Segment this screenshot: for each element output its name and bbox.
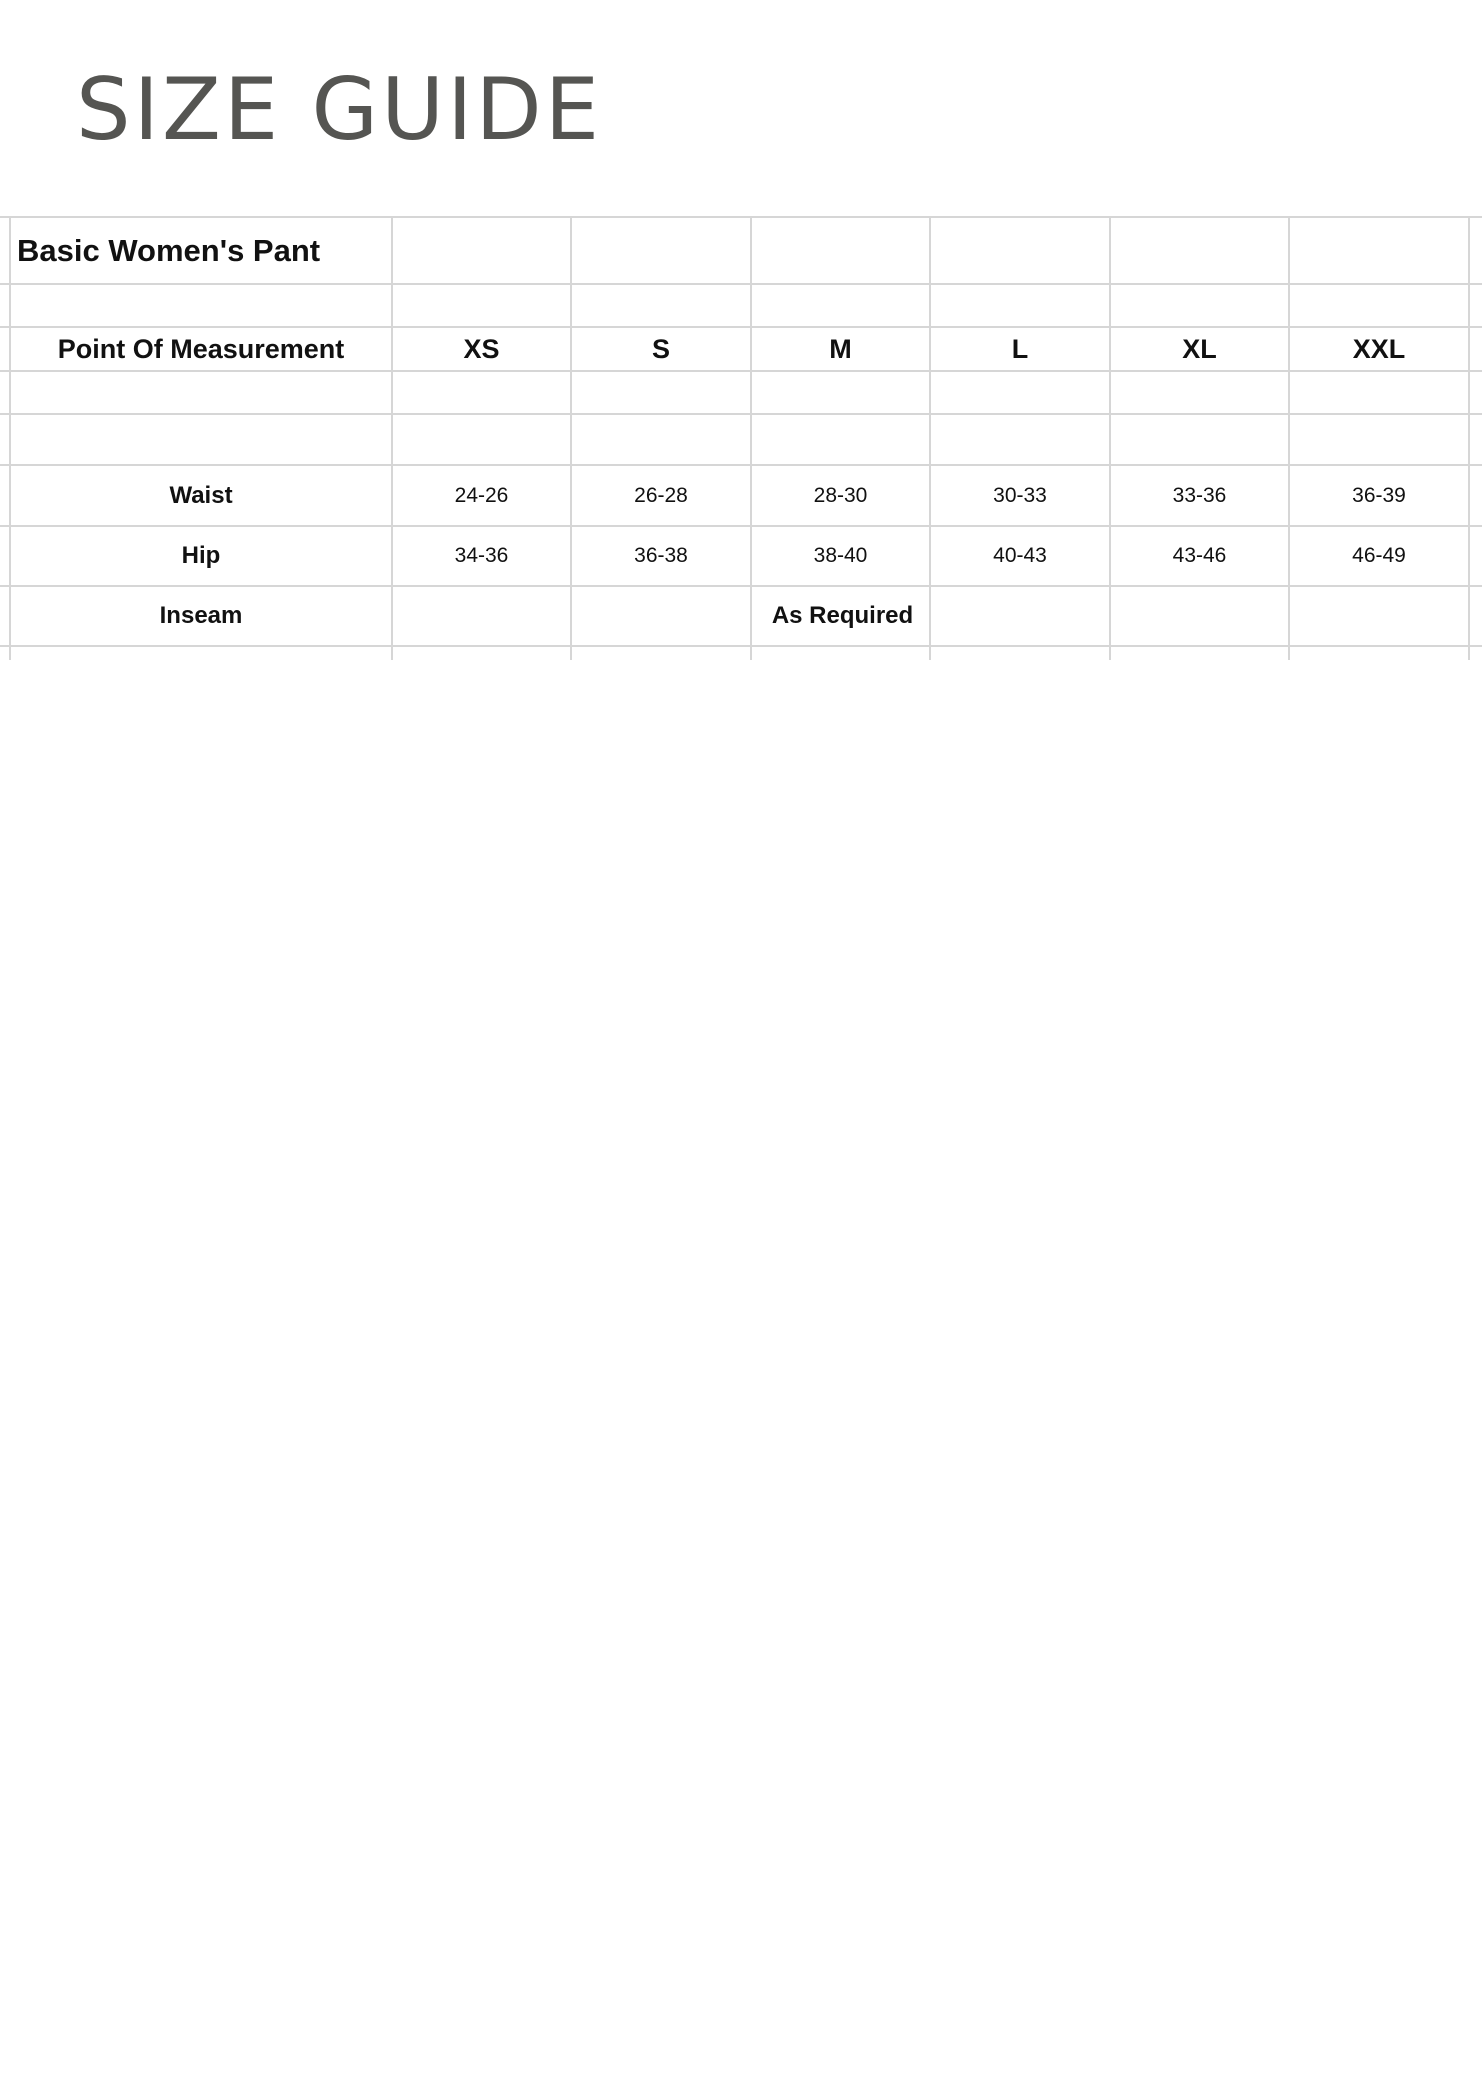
waist-l: 30-33 [993,483,1047,507]
header-point-of-measurement: Point Of Measurement [57,333,345,364]
hip-xxl: 46-49 [1352,544,1406,567]
waist-s: 26-28 [634,483,688,507]
hip-l: 40-43 [993,544,1047,567]
product-title: Basic Women's Pant [17,232,321,268]
hip-xs: 34-36 [454,544,509,567]
waist-xxl: 36-39 [1352,483,1406,507]
column-divider [391,216,393,660]
column-divider [1109,216,1111,660]
row-divider [0,370,1482,372]
header-size-l: L [1011,333,1029,364]
column-divider [1288,216,1290,660]
header-size-xxl: XXL [1352,333,1406,364]
row-label-inseam: Inseam [159,602,243,629]
header-size-xl: XL [1182,333,1217,364]
row-divider [0,283,1482,285]
hip-m: 38-40 [813,544,868,567]
header-size-xs: XS [463,333,500,364]
row-divider [0,645,1482,647]
header-size-s: S [651,333,670,364]
column-divider [570,216,572,660]
waist-xs: 24-26 [454,483,509,507]
row-divider [0,413,1482,415]
waist-xl: 33-36 [1172,483,1227,507]
row-label-hip: Hip [181,542,221,569]
row-label-waist: Waist [169,481,233,509]
hip-xl: 43-46 [1172,544,1227,567]
column-divider [1468,216,1470,660]
page-title: SIZE GUIDE [76,60,603,160]
size-table [0,0,1482,660]
header-size-m: M [829,333,852,364]
waist-m: 28-30 [813,483,868,507]
inseam-note: As Required [771,602,914,629]
hip-s: 36-38 [634,544,688,567]
